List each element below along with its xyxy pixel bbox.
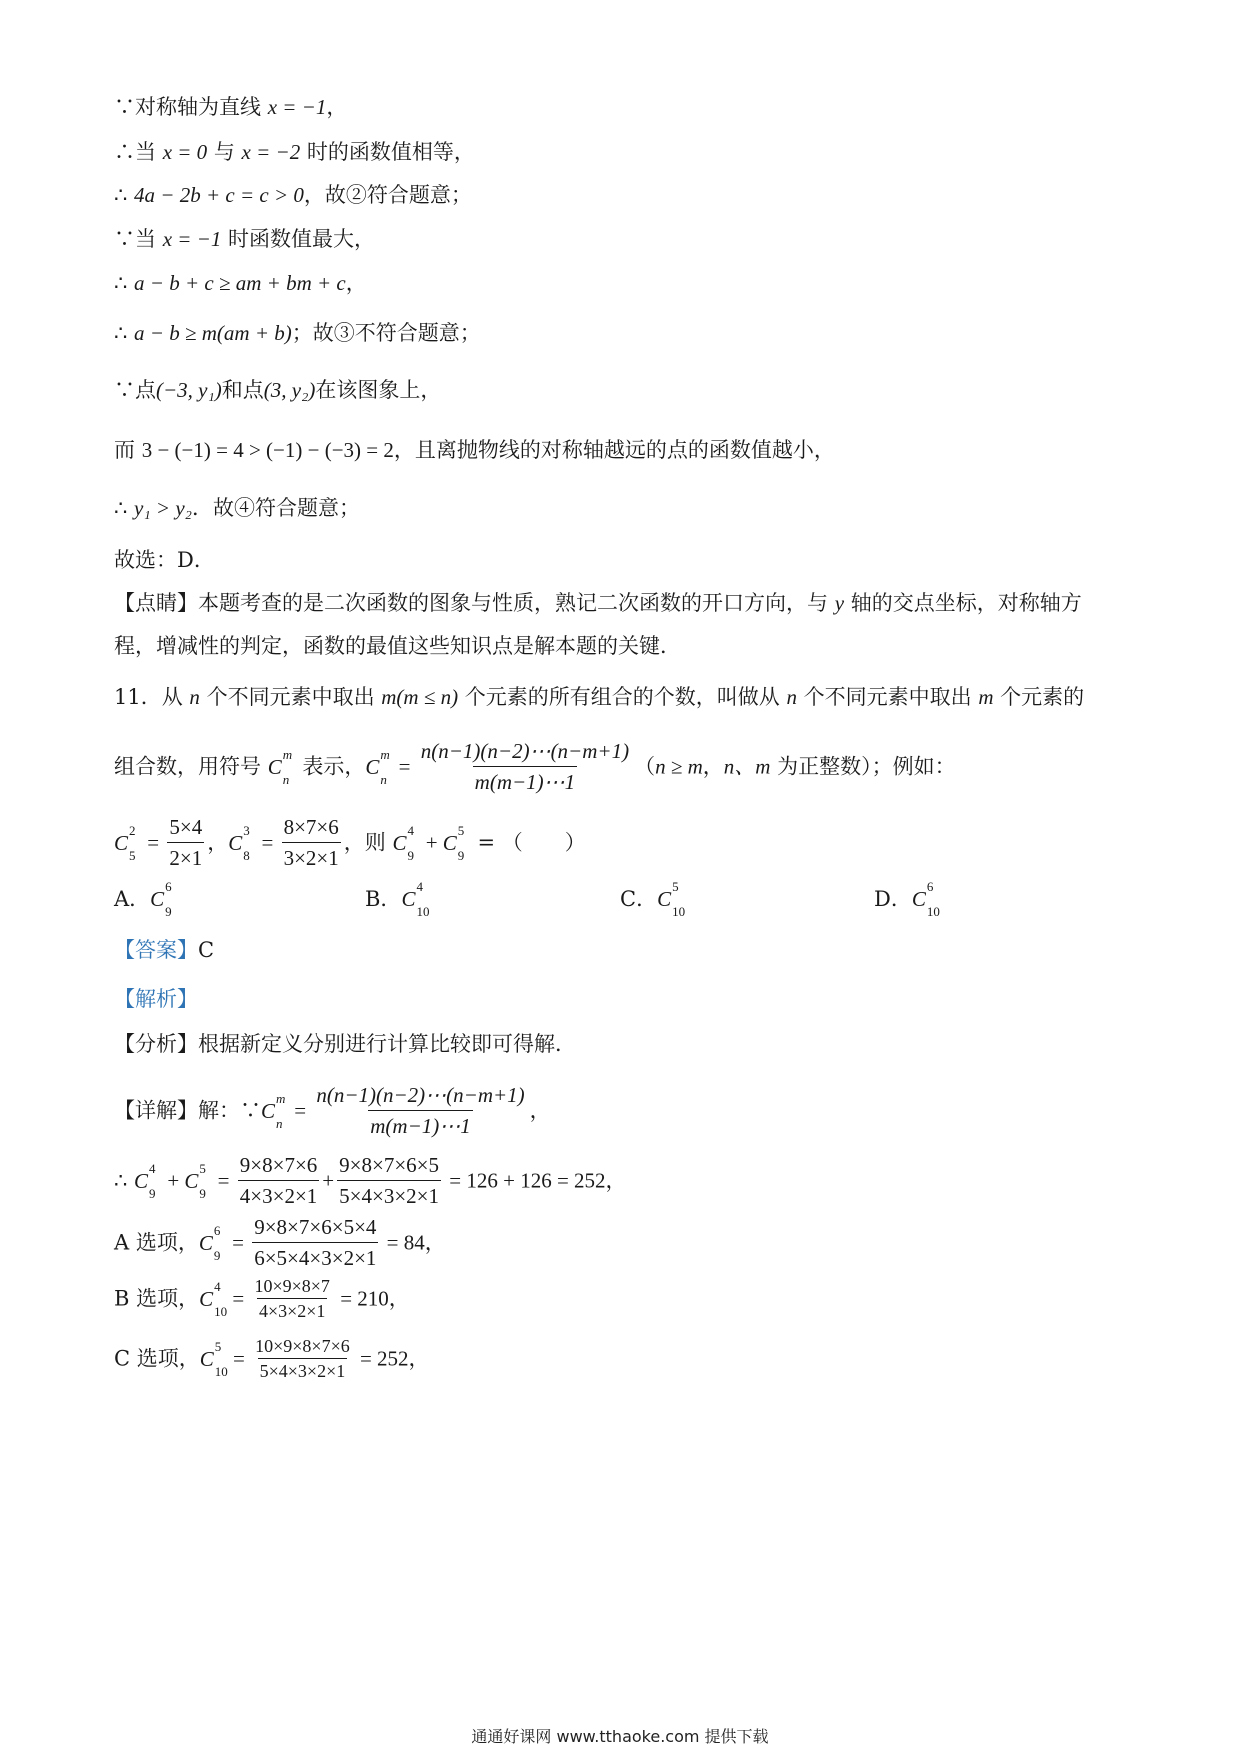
equals: = — [227, 1286, 250, 1311]
math: x = 0 — [162, 140, 208, 164]
sub: n — [380, 771, 387, 787]
text: 轴的交点坐标，对称轴方 — [844, 591, 1082, 615]
math: n、m — [723, 754, 771, 779]
option-label: B． — [365, 887, 402, 911]
analysis-line: 【分析】根据新定义分别进行计算比较即可得解． — [114, 1032, 576, 1056]
detail-line-2 — [114, 1150, 627, 1211]
math: 4a − 2b + c = c > 0 — [134, 183, 304, 207]
math: (3, y₂) — [263, 378, 316, 402]
option-label: A． — [114, 887, 151, 911]
question-11-line-1 — [114, 682, 1084, 712]
fraction — [238, 1150, 320, 1211]
text: 个元素的所有组合的个数，叫做从 — [458, 685, 787, 709]
text: 【点睛】本题考查的是二次函数的图象与性质，熟记二次函数的开口方向，与 — [114, 591, 835, 615]
math: x = −1 — [267, 95, 327, 119]
equals: = — [289, 1098, 312, 1123]
text: 个元素的 — [993, 685, 1085, 709]
text-line-6 — [114, 318, 481, 348]
text: ，且离抛物线的对称轴越远的点的函数值越小， — [393, 438, 835, 462]
comma: ， — [529, 1098, 551, 1123]
text: 与 — [207, 140, 242, 164]
numerator: 10×9×8×7×6 — [255, 1336, 350, 1356]
example-fraction-2 — [282, 812, 341, 873]
denominator: m(m−1)⋯1 — [473, 766, 578, 797]
numerator: 9×8×7×6×5 — [339, 1153, 440, 1177]
math: x = −1 — [162, 227, 222, 251]
equals: = — [256, 830, 279, 855]
option-label: D． — [874, 887, 912, 911]
text: 个不同元素中取出 — [199, 685, 382, 709]
option-label: C． — [620, 887, 658, 911]
math: a − b + c ≥ am + bm + c — [134, 271, 346, 295]
example-fraction-1 — [167, 812, 204, 873]
text: ∵点 — [114, 378, 156, 402]
equals: = — [212, 1168, 235, 1193]
combination-symbol: C 6 9 — [150, 879, 172, 919]
text: ∴ — [114, 321, 135, 345]
denominator: 2×1 — [167, 842, 204, 873]
fraction — [253, 1334, 352, 1383]
denominator: 6×5×4×3×2×1 — [252, 1242, 378, 1273]
question-11-line-2 — [114, 736, 956, 797]
numerator: 5×4 — [169, 815, 203, 839]
result: = 210， — [334, 1286, 410, 1311]
text-line-4 — [114, 224, 375, 254]
text-line-5 — [114, 268, 367, 298]
combination-symbol: C m n — [261, 1090, 286, 1131]
math: a − b ≥ m(am + b) — [134, 321, 292, 345]
sub: 10 — [926, 904, 940, 919]
text-line-8 — [114, 435, 835, 465]
sub: 10 — [672, 904, 686, 919]
text: 个不同元素中取出 — [796, 685, 979, 709]
numerator: 9×8×7×6×5×4 — [254, 1215, 377, 1239]
combination-symbol: C 4 10 — [401, 879, 430, 919]
fraction — [252, 1274, 331, 1323]
text: ．故④符合题意； — [191, 496, 360, 520]
sup: 5 — [672, 879, 679, 894]
sup: 6 — [926, 879, 934, 894]
combination-symbol: C 4 9 — [392, 822, 414, 863]
denominator: 4×3×2×1 — [238, 1180, 320, 1211]
text: ∴当 — [114, 140, 163, 164]
sub: 9 — [165, 904, 172, 919]
fraction — [252, 1212, 378, 1273]
numerator: 8×7×6 — [283, 815, 339, 839]
plus: + — [420, 830, 443, 855]
option-c — [620, 879, 686, 919]
text: 而 — [114, 438, 142, 462]
combination-symbol — [267, 746, 296, 787]
sup: m — [282, 746, 293, 762]
combination-symbol: C 5 10 — [657, 879, 686, 919]
denominator: 3×2×1 — [282, 842, 341, 873]
tip-line-2: 程，增减性的判定，函数的最值这些知识点是解本题的关键． — [114, 634, 681, 658]
answer-tag: 【答案】 — [114, 938, 198, 962]
text: A 选项， — [114, 1230, 199, 1255]
text: ∵当 — [114, 227, 163, 251]
numerator: 10×9×8×7 — [254, 1276, 330, 1296]
math: y — [834, 591, 845, 615]
detail-line-1 — [114, 1080, 551, 1141]
result: = 84， — [381, 1230, 446, 1255]
combination-symbol: C 3 8 — [228, 822, 250, 863]
math: n — [786, 685, 797, 709]
math: m(m ≤ n) — [381, 685, 459, 709]
page-footer: 通通好课网 www.tthaoke.com 提供下载 — [471, 1727, 769, 1746]
plus: + — [162, 1168, 185, 1193]
text: ，故②符合题意； — [303, 183, 472, 207]
text-line-2 — [114, 137, 475, 167]
text: 在该图象上， — [315, 378, 442, 402]
text: ， — [326, 95, 348, 119]
text: 【详解】解：∵ — [114, 1098, 261, 1123]
text: 时函数值最大， — [221, 227, 376, 251]
math: x = −2 — [241, 140, 301, 164]
text: ， — [345, 271, 367, 295]
text: 表示， — [295, 754, 366, 779]
therefore: ∴ — [114, 1168, 135, 1193]
text: 组合数，用符号 — [114, 754, 268, 779]
result: = 126 + 126 = 252， — [444, 1168, 627, 1193]
text: ， — [702, 754, 724, 779]
answer-line — [114, 935, 214, 965]
denominator: 5×4×3×2×1 — [258, 1358, 348, 1383]
sub: n — [282, 771, 290, 787]
detail-option-a — [114, 1212, 446, 1273]
sup: m — [380, 746, 390, 762]
math: (−3, y₁) — [156, 378, 222, 402]
text: C 选项， — [114, 1346, 200, 1371]
text: B 选项， — [114, 1286, 200, 1311]
text: ， — [207, 830, 229, 855]
text-line-3 — [114, 180, 472, 210]
denominator: 5×4×3×2×1 — [337, 1180, 441, 1211]
sup: 4 — [416, 879, 423, 894]
combination-symbol — [365, 746, 393, 787]
text: ∴ — [114, 496, 135, 520]
text: （ — [634, 754, 656, 779]
fraction — [337, 1150, 441, 1211]
text: 11．从 — [114, 685, 190, 709]
definition-fraction — [419, 736, 631, 797]
sup: 6 — [165, 879, 172, 894]
numerator: 9×8×7×6 — [239, 1153, 318, 1177]
text-line-9 — [114, 493, 360, 523]
analysis-tag: 【解析】 — [114, 987, 198, 1011]
combination-symbol: C 5 9 — [184, 1160, 206, 1201]
equals: = — [393, 754, 416, 779]
text-line-1 — [114, 92, 347, 122]
denominator: m(m−1)⋯1 — [368, 1110, 473, 1141]
text-line-10: 故选：D． — [114, 548, 215, 572]
combination-symbol: C 5 10 — [199, 1338, 228, 1379]
text: ∴ — [114, 271, 135, 295]
option-d — [874, 879, 940, 919]
text: ∵对称轴为直线 — [114, 95, 268, 119]
combination-symbol: C 6 10 — [911, 879, 940, 919]
math: 3 − (−1) = 4 > (−1) − (−3) = 2 — [141, 438, 394, 462]
definition-fraction — [314, 1080, 526, 1141]
combination-symbol: C 6 9 — [198, 1222, 221, 1263]
text: 为正整数）；例如： — [770, 754, 956, 779]
tip-line-1 — [114, 588, 1082, 618]
answer-value: C — [198, 938, 215, 962]
text: 和点 — [221, 378, 264, 402]
detail-option-c — [114, 1334, 430, 1383]
combination-symbol: C 2 5 — [114, 822, 136, 863]
math: y₁ > y₂ — [134, 496, 192, 520]
math: n — [189, 685, 200, 709]
combination-symbol: C 4 9 — [134, 1160, 156, 1201]
combination-symbol: C 4 10 — [199, 1278, 228, 1319]
option-b — [365, 879, 430, 919]
plus: + — [322, 1168, 335, 1193]
text: 时的函数值相等， — [300, 140, 475, 164]
text: C — [365, 754, 380, 779]
text-line-7 — [114, 375, 441, 405]
equals: = — [142, 830, 165, 855]
math: m — [978, 685, 994, 709]
math: n ≥ m — [655, 754, 703, 779]
numerator: n(n−1)(n−2)⋯(n−m+1) — [420, 739, 630, 763]
combination-symbol: C 5 9 — [442, 822, 465, 863]
equals: = — [226, 1230, 250, 1255]
equals: = — [227, 1346, 251, 1371]
denominator: 4×3×2×1 — [257, 1298, 327, 1323]
detail-option-b — [114, 1274, 410, 1323]
text: = （ ） — [470, 830, 586, 855]
result: = 252， — [354, 1346, 430, 1371]
text: ∴ — [114, 183, 135, 207]
text: ，则 — [343, 830, 393, 855]
option-a — [114, 879, 178, 919]
question-11-line-3 — [114, 812, 586, 873]
text: ；故③不符合题意； — [291, 321, 481, 345]
numerator: n(n−1)(n−2)⋯(n−m+1) — [316, 1083, 525, 1107]
sub: 10 — [416, 904, 430, 919]
text: C — [267, 754, 282, 779]
